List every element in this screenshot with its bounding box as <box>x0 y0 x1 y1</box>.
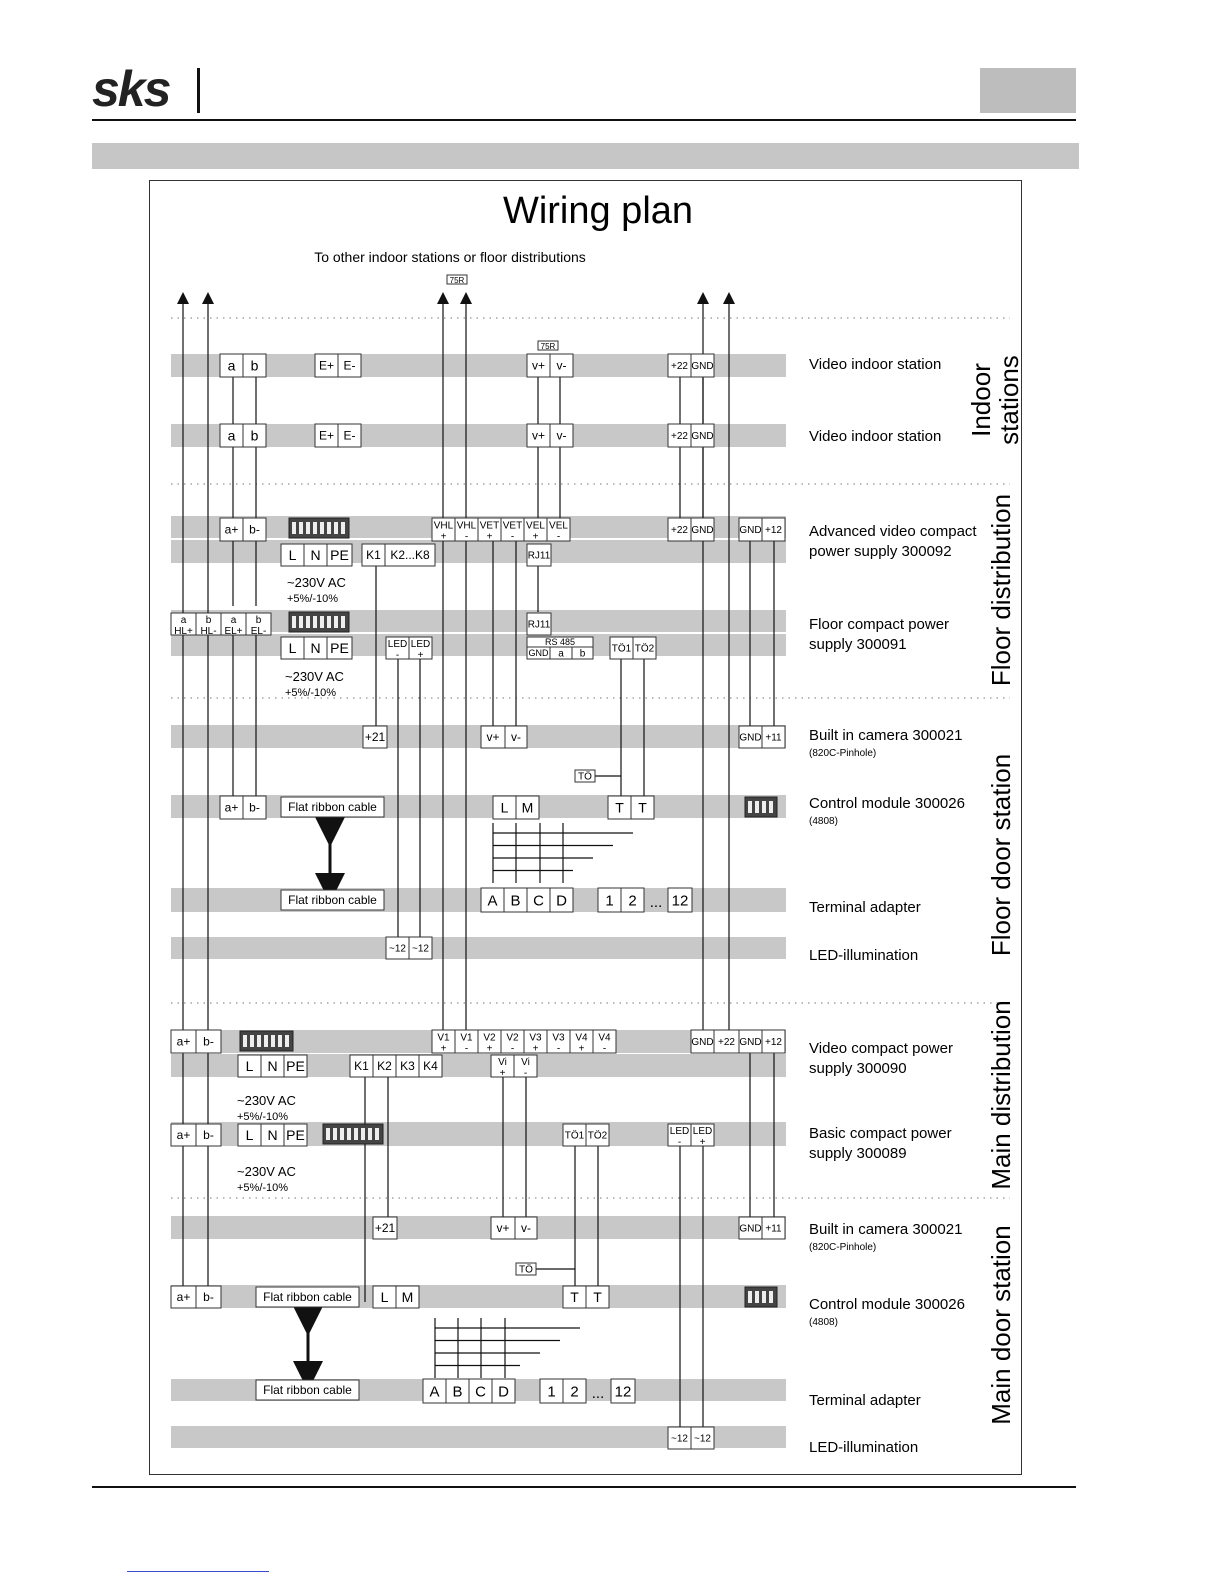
terminal-label: K1 <box>366 548 381 563</box>
terminal-label: RJ11 <box>527 550 551 562</box>
terminal-label: L <box>245 1057 254 1074</box>
row-label: Terminal adapter <box>809 1392 921 1409</box>
terminal-label: T <box>593 1288 602 1305</box>
section-title: stations <box>994 355 1024 445</box>
dip-switch <box>289 612 349 632</box>
row-label: Advanced video compact <box>809 523 977 540</box>
terminal-label: PE <box>330 546 349 563</box>
row-sublabel: (820C-Pinhole) <box>809 1242 877 1253</box>
terminal-label: Vi <box>521 1057 530 1068</box>
dip-switch-lever <box>292 616 296 628</box>
dip-switch-lever <box>748 1291 752 1303</box>
terminal-label: +12 <box>765 1037 782 1048</box>
terminal-label: + <box>440 531 447 543</box>
terminal-label: - <box>395 650 400 661</box>
terminal-label: b <box>250 427 259 444</box>
terminal-label: T <box>570 1288 579 1305</box>
dip-switch-lever <box>368 1128 372 1140</box>
terminal-label: a+ <box>176 1290 191 1305</box>
dip-switch-lever <box>326 1128 330 1140</box>
terminal-label: T <box>615 799 624 816</box>
terminal-label: +22 <box>671 431 688 442</box>
terminal-label: N <box>267 1057 278 1074</box>
terminal-label: C <box>533 892 544 910</box>
terminal-label: N <box>310 546 321 563</box>
terminal-label: M <box>521 799 534 816</box>
dip-switch-lever <box>271 1035 275 1047</box>
terminal-label: T <box>638 799 647 816</box>
terminal-label: PE <box>330 639 349 656</box>
dip-switch-lever <box>762 801 766 813</box>
terminal-label: TÖ2 <box>634 643 655 655</box>
dip-switch-lever <box>755 1291 759 1303</box>
dip-switch-lever <box>755 801 759 813</box>
terminal-ellipsis: ... <box>649 894 663 911</box>
dip-switch-lever <box>306 522 310 534</box>
terminal-label: LED <box>410 639 431 650</box>
terminal-label: TÖ <box>519 1264 533 1276</box>
terminal-label: Flat ribbon cable <box>263 1383 352 1398</box>
terminal-label: v- <box>556 428 567 443</box>
mains-voltage: ~230V AC <box>285 669 344 684</box>
terminal-label: E- <box>343 358 356 373</box>
mains-voltage: ~230V AC <box>237 1093 296 1108</box>
terminal-label: C <box>475 1383 486 1401</box>
terminal-label: a <box>227 357 236 374</box>
dip-switch <box>323 1124 383 1144</box>
dip-switch-lever <box>334 616 338 628</box>
dip-switch-lever <box>769 801 773 813</box>
terminal-label: v+ <box>496 1221 510 1236</box>
terminal-label: GND <box>528 648 549 659</box>
terminal-label: GND <box>739 1223 762 1235</box>
terminal-label: EL- <box>250 626 267 637</box>
row-label: Video indoor station <box>809 356 942 373</box>
terminal-label: LED <box>692 1126 713 1137</box>
dip-switch <box>289 518 349 538</box>
dip-switch-lever <box>306 616 310 628</box>
terminal-label: 2 <box>570 1383 579 1401</box>
row-sublabel: (820C-Pinhole) <box>809 748 877 759</box>
terminal-label: GND <box>739 732 762 744</box>
terminal-label: HL- <box>200 626 217 637</box>
terminal-label: - <box>602 1043 607 1055</box>
terminal-label: GND <box>691 431 714 442</box>
terminal-label: - <box>510 1043 515 1055</box>
terminal-label: E+ <box>318 428 335 443</box>
row-label: Terminal adapter <box>809 899 921 916</box>
terminal-label: v+ <box>531 428 546 443</box>
mains-tolerance: +5%/-10% <box>287 593 339 605</box>
terminal-label: + <box>499 1068 506 1079</box>
terminal-label: HL+ <box>174 626 193 637</box>
terminal-label: a <box>230 615 237 626</box>
terminal-label: L <box>245 1126 254 1143</box>
terminator-label: 75R <box>540 342 556 351</box>
terminal-label: N <box>267 1126 278 1143</box>
terminal-label: L <box>288 546 297 563</box>
row-label: supply 300089 <box>809 1145 907 1162</box>
terminal-label: +21 <box>374 1221 396 1236</box>
terminal-label: a+ <box>224 800 239 815</box>
terminal-label: L <box>500 799 509 816</box>
section-title: Main door station <box>986 1225 1016 1425</box>
terminal-label: b- <box>203 1034 214 1049</box>
terminal-label: LED <box>669 1126 690 1137</box>
sks-logo: sks <box>92 61 170 117</box>
terminal-label: V1 <box>437 1032 450 1044</box>
terminal-label: Flat ribbon cable <box>288 800 377 815</box>
terminal-label: +22 <box>671 525 688 536</box>
terminal-label: TÖ2 <box>587 1130 608 1142</box>
terminal-label: a+ <box>224 522 239 537</box>
dip-switch-lever <box>313 522 317 534</box>
terminal-label: v- <box>511 730 521 745</box>
terminal-label: L <box>380 1288 389 1305</box>
terminal-label: V1 <box>460 1032 473 1044</box>
row-band <box>171 540 786 563</box>
terminal-label: b <box>250 357 259 374</box>
terminal-label: + <box>532 1043 539 1055</box>
dip-switch-lever <box>292 522 296 534</box>
terminal-label: b- <box>249 800 260 815</box>
dip-switch-lever <box>285 1035 289 1047</box>
dip-switch-lever <box>354 1128 358 1140</box>
row-sublabel: (4808) <box>809 1317 838 1328</box>
terminal-label: B <box>510 892 521 910</box>
terminal-label: +11 <box>765 1223 782 1235</box>
terminal-label: V3 <box>552 1032 565 1044</box>
terminal-label: GND <box>739 1037 762 1048</box>
terminal-label: VET <box>502 520 523 532</box>
dip-switch-lever <box>313 616 317 628</box>
terminal-label: V2 <box>483 1032 496 1044</box>
dip-switch-lever <box>264 1035 268 1047</box>
terminal-label: Flat ribbon cable <box>263 1290 352 1305</box>
dip-switch-lever <box>340 1128 344 1140</box>
dip-switch-lever <box>257 1035 261 1047</box>
section-title: Indoor <box>966 363 996 437</box>
row-label: Control module 300026 <box>809 795 965 812</box>
terminal-label: a <box>180 615 187 626</box>
row-label: power supply 300092 <box>809 543 952 560</box>
terminal-label: VEL <box>526 520 545 532</box>
row-label: supply 300090 <box>809 1060 907 1077</box>
dip-switch-lever <box>299 616 303 628</box>
terminal-label: TÖ <box>578 771 592 783</box>
terminal-label: K2...K8 <box>390 548 430 563</box>
mains-tolerance: +5%/-10% <box>285 687 337 699</box>
terminal-label: 2 <box>628 892 637 910</box>
dip-switch-lever <box>327 616 331 628</box>
terminal-label: 12 <box>671 892 689 910</box>
terminal-label: + <box>417 650 424 661</box>
terminal-label: - <box>556 1043 561 1055</box>
terminal-label: VEL <box>549 520 568 532</box>
terminal-label: M <box>401 1288 414 1305</box>
mains-voltage: ~230V AC <box>237 1164 296 1179</box>
dip-switch-lever <box>334 522 338 534</box>
terminal-label: ~12 <box>389 943 406 955</box>
terminal-label: b <box>205 615 212 626</box>
row-label: LED-illumination <box>809 947 919 964</box>
footer-link-underline <box>127 1571 269 1572</box>
terminal-label: - <box>510 531 515 543</box>
terminal-label: V3 <box>529 1032 542 1044</box>
terminal-label: K3 <box>400 1059 415 1074</box>
terminal-label: LED <box>387 639 408 650</box>
terminal-label: b- <box>203 1128 214 1143</box>
row-label: Floor compact power <box>809 616 950 633</box>
diagram-subtitle: To other indoor stations or floor distributions <box>314 249 586 265</box>
row-label: Built in camera 300021 <box>809 1221 963 1238</box>
dip-switch-lever <box>748 801 752 813</box>
mains-voltage: ~230V AC <box>287 575 346 590</box>
footer-rule <box>92 1486 1076 1488</box>
terminal-label: a+ <box>176 1034 191 1049</box>
dip-switch-lever <box>243 1035 247 1047</box>
terminal-label: V4 <box>598 1032 611 1044</box>
diagram-title: Wiring plan <box>502 190 694 232</box>
terminal-label: +22 <box>718 1037 735 1048</box>
dip-switch-lever <box>762 1291 766 1303</box>
terminal-label: - <box>677 1137 682 1148</box>
terminal-label: VHL <box>456 520 477 532</box>
terminal-label: TÖ1 <box>564 1130 585 1142</box>
terminal-label: - <box>464 1043 469 1055</box>
row-sublabel: (4808) <box>809 816 838 827</box>
dip-switch-lever <box>299 522 303 534</box>
terminal-label: PE <box>286 1126 305 1143</box>
terminal-label: b- <box>249 522 260 537</box>
terminal-label: GND <box>691 525 714 536</box>
terminal-label: Flat ribbon cable <box>288 893 377 908</box>
terminal-label: 12 <box>614 1383 632 1401</box>
terminal-label: L <box>288 639 297 656</box>
terminal-label: + <box>578 1043 585 1055</box>
terminal-label: v+ <box>531 358 546 373</box>
terminal-label: + <box>532 531 539 543</box>
dip-switch-lever <box>320 522 324 534</box>
terminal-label: ~12 <box>694 1433 711 1445</box>
terminal-label: V4 <box>575 1032 588 1044</box>
terminal-label: a+ <box>176 1128 191 1143</box>
terminator-label: 75R <box>449 276 465 285</box>
dip-switch-lever <box>361 1128 365 1140</box>
row-label: Basic compact power <box>809 1125 952 1142</box>
terminal-label: TÖ1 <box>611 643 632 655</box>
terminal-label: N <box>310 639 321 656</box>
section-title: Main distribution <box>986 1000 1016 1190</box>
terminal-label: A <box>487 892 498 910</box>
terminal-label: +22 <box>671 361 688 372</box>
row-label: Built in camera 300021 <box>809 727 963 744</box>
terminal-label: GND <box>691 361 714 372</box>
terminal-label: GND <box>691 1037 714 1048</box>
terminal-label: - <box>523 1068 528 1079</box>
mains-tolerance: +5%/-10% <box>237 1182 289 1194</box>
terminal-label: 1 <box>547 1383 556 1401</box>
dip-switch-lever <box>347 1128 351 1140</box>
row-label: Video compact power <box>809 1040 953 1057</box>
section-title: Floor door station <box>986 753 1016 957</box>
row-band <box>171 725 786 748</box>
terminal-label: K4 <box>423 1059 438 1074</box>
row-band <box>171 1216 786 1239</box>
terminal-label: b- <box>203 1290 214 1305</box>
terminal-label: RJ11 <box>527 619 551 631</box>
terminal-label: D <box>556 892 567 910</box>
terminal-label: D <box>498 1383 509 1401</box>
row-band <box>171 888 786 912</box>
dip-switch-lever <box>320 616 324 628</box>
terminal-label: v+ <box>486 730 500 745</box>
terminal-label: A <box>429 1383 440 1401</box>
terminal-label: B <box>452 1383 463 1401</box>
terminal-label: - <box>556 531 561 543</box>
terminal-label: K2 <box>377 1059 392 1074</box>
terminal-label: v- <box>521 1221 531 1236</box>
terminal-label: +11 <box>765 732 782 744</box>
terminal-label: b <box>255 615 262 626</box>
row-label: LED-illumination <box>809 1439 919 1456</box>
terminal-label: a <box>558 648 564 660</box>
terminal-label: VET <box>479 520 500 532</box>
row-label: Control module 300026 <box>809 1296 965 1313</box>
terminal-label: EL+ <box>224 626 243 637</box>
terminal-label: VHL <box>433 520 454 532</box>
row-band <box>171 634 786 659</box>
terminal-label: 1 <box>605 892 614 910</box>
terminal-label: +21 <box>364 730 386 745</box>
dip-switch-lever <box>341 616 345 628</box>
terminal-label: ~12 <box>671 1433 688 1445</box>
terminal-label: - <box>464 531 469 543</box>
terminal-label: b <box>579 648 586 660</box>
dip-switch-lever <box>327 522 331 534</box>
dip-switch-lever <box>375 1128 379 1140</box>
dip-switch-lever <box>278 1035 282 1047</box>
dip-switch-lever <box>769 1291 773 1303</box>
terminal-label: PE <box>286 1057 305 1074</box>
terminal-label: a <box>227 427 236 444</box>
terminal-label: Vi <box>498 1057 507 1068</box>
terminal-label: + <box>440 1043 447 1055</box>
terminal-ellipsis: ... <box>591 1385 605 1402</box>
dip-switch-lever <box>333 1128 337 1140</box>
terminal-label: v- <box>556 358 567 373</box>
terminal-label: + <box>486 531 493 543</box>
terminal-label: + <box>699 1137 706 1148</box>
row-label: Video indoor station <box>809 428 942 445</box>
terminal-label: RS 485 <box>544 637 576 648</box>
terminal-label: ~12 <box>412 943 429 955</box>
terminal-label: GND <box>739 525 762 536</box>
terminal-label: E+ <box>318 358 335 373</box>
dip-switch-lever <box>341 522 345 534</box>
terminal-label: +12 <box>765 525 782 536</box>
section-title: Floor distribution <box>986 493 1016 687</box>
dip-switch-lever <box>250 1035 254 1047</box>
terminal-label: K1 <box>354 1059 369 1074</box>
terminal-label: V2 <box>506 1032 519 1044</box>
row-label: supply 300091 <box>809 636 907 653</box>
mains-tolerance: +5%/-10% <box>237 1111 289 1123</box>
row-band <box>171 937 786 959</box>
terminal-label: + <box>486 1043 493 1055</box>
terminal-label: E- <box>343 428 356 443</box>
